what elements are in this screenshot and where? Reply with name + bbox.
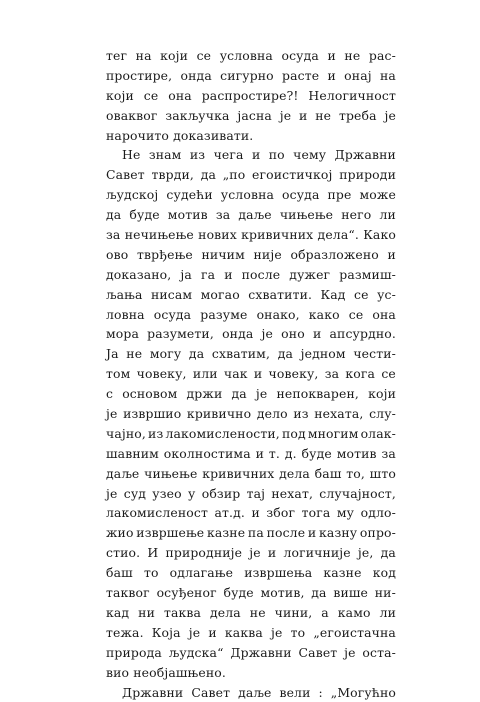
word: камо	[338, 603, 371, 623]
word: је	[249, 543, 260, 563]
word: је	[385, 106, 396, 126]
word: природи	[339, 165, 396, 185]
word: је	[106, 484, 117, 504]
word: извршења	[244, 563, 312, 583]
word: ово	[106, 245, 128, 265]
word: она	[372, 305, 396, 325]
word: што	[370, 464, 396, 484]
word: казне	[207, 523, 245, 543]
word: узео	[152, 484, 181, 504]
word: логичније	[283, 543, 350, 563]
word: апсурдно.	[330, 324, 396, 344]
word: него	[341, 205, 371, 225]
word: због	[266, 503, 295, 523]
word: сигурно	[220, 66, 274, 86]
word: судећи	[166, 185, 212, 205]
word: казне	[323, 563, 361, 583]
word: или	[193, 364, 218, 384]
word: може	[360, 185, 396, 205]
word: му	[337, 503, 354, 523]
word: дело	[257, 404, 288, 424]
text-line: нарочито доказивати.	[106, 126, 396, 146]
word: чињење	[144, 464, 197, 484]
word: који	[106, 86, 134, 106]
word: чак	[224, 364, 248, 384]
word: кривичних	[241, 225, 313, 245]
word: а	[321, 603, 329, 623]
word: Нелогичност	[308, 86, 396, 106]
word: Како	[363, 225, 396, 245]
word: и	[251, 503, 259, 523]
text-line	[106, 165, 396, 185]
text-line	[106, 185, 396, 205]
word: на	[136, 46, 152, 66]
word: тврди,	[151, 165, 194, 185]
word: чајно,	[106, 424, 146, 444]
word: који	[160, 46, 188, 66]
word: је,	[358, 543, 374, 563]
word: таквог	[106, 583, 150, 603]
word: не	[344, 46, 360, 66]
word: нисам	[151, 285, 192, 305]
word: и	[252, 145, 260, 165]
word: га	[201, 265, 215, 285]
text-line	[106, 424, 396, 444]
text-line	[106, 285, 396, 305]
word: знам	[149, 145, 182, 165]
word: мотив	[168, 205, 208, 225]
word: обзир	[202, 484, 241, 504]
text-line	[106, 683, 396, 702]
word: који	[368, 384, 396, 404]
word: треба	[339, 106, 377, 126]
word: осуда	[281, 46, 318, 66]
word: оваквог	[106, 106, 158, 126]
word: то	[291, 623, 306, 643]
word: суд	[124, 484, 146, 504]
text-line	[106, 145, 396, 165]
word: извршење	[136, 523, 204, 543]
text-line	[106, 225, 396, 245]
word: дела	[210, 603, 241, 623]
word: пре	[328, 185, 352, 205]
word: у	[188, 484, 195, 504]
word: је	[256, 384, 267, 404]
word: даље	[238, 683, 271, 702]
word: стио.	[106, 543, 140, 563]
text-line	[106, 563, 396, 583]
word: то	[144, 563, 159, 583]
word: не	[315, 106, 331, 126]
word: ловна	[106, 305, 145, 325]
word: схватити.	[248, 285, 312, 305]
word: осуда	[282, 185, 319, 205]
word: одло-	[361, 503, 396, 523]
word: Државни	[335, 145, 396, 165]
word: кривично	[187, 404, 251, 424]
text-line	[106, 603, 396, 623]
word: и	[328, 66, 336, 86]
word: тврђење	[137, 245, 193, 265]
word: ни	[138, 603, 155, 623]
word: лакомислености,	[165, 424, 279, 444]
word: нехата,	[314, 404, 363, 424]
word: да	[381, 543, 396, 563]
word: па	[248, 523, 264, 543]
word: буде	[129, 205, 159, 225]
word: човеку,	[269, 364, 319, 384]
word: и	[308, 523, 316, 543]
word: и	[313, 324, 321, 344]
word: даље	[238, 205, 271, 225]
word: људској	[106, 185, 158, 205]
word: из	[148, 424, 163, 444]
text-line	[106, 265, 396, 285]
word: ја	[180, 265, 192, 285]
text-line	[106, 205, 396, 225]
word: је	[189, 623, 200, 643]
word: д.	[285, 444, 297, 464]
word: рас-	[369, 46, 396, 66]
word: да	[278, 344, 293, 364]
word: „Могућно	[331, 683, 396, 702]
word: не	[126, 344, 142, 364]
word: доказано,	[106, 265, 171, 285]
text-line	[106, 404, 396, 424]
word: на	[380, 66, 396, 86]
word: вели	[279, 683, 310, 702]
word: кад	[106, 603, 129, 623]
word: т.	[269, 444, 280, 464]
text-line	[106, 324, 396, 344]
word: јасна	[237, 106, 272, 126]
word: разуме	[200, 305, 247, 325]
word: закључка	[165, 106, 229, 126]
word: тај	[247, 484, 266, 504]
word: шавним	[106, 444, 159, 464]
word: да	[231, 384, 246, 404]
word: и	[208, 623, 216, 643]
word: после	[267, 523, 306, 543]
word: се	[144, 86, 159, 106]
word: даље	[106, 464, 139, 484]
word: баш	[106, 563, 133, 583]
word: могао	[201, 285, 240, 305]
word: ли	[379, 205, 395, 225]
word: размиш-	[339, 265, 396, 285]
word: и	[327, 46, 335, 66]
text-line	[106, 543, 396, 563]
word: чини,	[275, 603, 313, 623]
word: оно	[281, 324, 305, 344]
text-line	[106, 464, 396, 484]
word: ничим	[202, 245, 245, 265]
word: код	[373, 563, 396, 583]
word: том	[106, 364, 130, 384]
word: простире,	[106, 66, 172, 86]
word: за	[325, 364, 339, 384]
text-line	[106, 46, 396, 66]
word: више	[333, 583, 368, 603]
word: разумети,	[147, 324, 214, 344]
word: чега	[214, 145, 244, 165]
word: она	[168, 86, 192, 106]
word: ни-	[375, 583, 396, 603]
word: нехат,	[271, 484, 313, 504]
word: по	[269, 145, 285, 165]
text-line	[106, 66, 396, 86]
word: Савет	[106, 165, 145, 185]
word: ат.д.	[214, 503, 245, 523]
text-line	[106, 245, 396, 265]
word: из	[293, 404, 308, 424]
word: онда	[222, 324, 253, 344]
word: условна	[221, 185, 274, 205]
word: основом	[122, 384, 177, 404]
word: чему	[293, 145, 326, 165]
word: расте	[282, 66, 319, 86]
word: случајност,	[319, 484, 396, 504]
word: се	[381, 364, 396, 384]
word: држи	[187, 384, 223, 404]
word: лакомисленост	[106, 503, 208, 523]
word: буде	[302, 444, 332, 464]
text-line: вио необјашњено.	[106, 663, 396, 683]
word: Савет	[191, 683, 230, 702]
word: мотив,	[261, 583, 305, 603]
word: да	[106, 205, 121, 225]
word: да	[201, 165, 216, 185]
text-line	[106, 384, 396, 404]
word: људска“	[169, 643, 224, 663]
text-line	[106, 643, 396, 663]
word: кривичних	[202, 464, 274, 484]
text-line	[106, 523, 396, 543]
text-line	[106, 583, 396, 603]
word: олак-	[361, 424, 396, 444]
word: И	[147, 543, 158, 563]
word: нових	[198, 225, 237, 245]
word: под	[282, 424, 306, 444]
text-line	[106, 305, 396, 325]
word: чињење	[280, 205, 333, 225]
word: и	[299, 106, 307, 126]
text-line	[106, 106, 396, 126]
word: казну	[319, 523, 357, 543]
word: опро-	[360, 523, 396, 543]
word: није	[254, 245, 282, 265]
word: распростире?!	[202, 86, 299, 106]
word: је	[262, 324, 273, 344]
text-line	[106, 444, 396, 464]
word: с	[106, 384, 113, 404]
word: дела	[279, 464, 310, 484]
word: Државни	[230, 643, 291, 663]
word: :	[318, 683, 322, 702]
word: не	[250, 603, 266, 623]
word: природније	[165, 543, 242, 563]
word: ус-	[377, 285, 396, 305]
word: то,	[346, 464, 365, 484]
word: природа	[106, 643, 162, 663]
word: могу	[150, 344, 181, 364]
word: онда	[181, 66, 212, 86]
word: Ја	[106, 344, 119, 364]
word: тег	[106, 46, 127, 66]
word: је	[106, 404, 117, 424]
body-text	[106, 46, 396, 702]
word: осуђеног	[157, 583, 217, 603]
word: једном	[301, 344, 346, 364]
word: тога	[302, 503, 331, 523]
word: схватим,	[212, 344, 270, 364]
word: образложено	[290, 245, 378, 265]
word: је	[344, 643, 355, 663]
word: „егоистачна	[313, 623, 396, 643]
word: одлагање	[170, 563, 233, 583]
word: и	[268, 543, 276, 563]
word: да	[189, 344, 204, 364]
word: Која	[152, 623, 181, 643]
word: Државни	[122, 683, 183, 702]
word: каква	[225, 623, 263, 643]
text-line	[106, 503, 396, 523]
word: ли	[380, 603, 396, 623]
word: таква	[164, 603, 201, 623]
word: Кад	[321, 285, 346, 305]
word: се	[197, 46, 212, 66]
word: се	[349, 305, 364, 325]
word: „по	[223, 165, 246, 185]
word: дела“.	[318, 225, 359, 245]
word: буде	[223, 583, 253, 603]
word: како	[309, 305, 340, 325]
word: се	[354, 285, 369, 305]
word: је	[280, 106, 291, 126]
word: мора	[106, 324, 139, 344]
word: кога	[345, 364, 375, 384]
word: оста-	[362, 643, 396, 663]
word: тежа.	[106, 623, 144, 643]
word: из	[190, 145, 205, 165]
word: околностима	[164, 444, 251, 464]
word: Савет	[299, 643, 338, 663]
word: и	[254, 364, 262, 384]
word: да	[311, 583, 326, 603]
word: Не	[122, 145, 140, 165]
text-line	[106, 623, 396, 643]
word: чести-	[353, 344, 396, 364]
word: за	[216, 205, 230, 225]
word: после	[242, 265, 281, 285]
word: и	[388, 245, 396, 265]
word: љања	[106, 285, 142, 305]
word: нечињење	[125, 225, 194, 245]
word: човеку,	[137, 364, 187, 384]
word: онако,	[257, 305, 300, 325]
text-line	[106, 484, 396, 504]
word: многим	[308, 424, 359, 444]
word: онај	[344, 66, 372, 86]
word: слу-	[369, 404, 396, 424]
word: жио	[106, 523, 134, 543]
word: дужег	[289, 265, 330, 285]
text-line	[106, 364, 396, 384]
word: непокварен,	[276, 384, 359, 404]
word: је	[271, 623, 282, 643]
word: условна	[220, 46, 273, 66]
word: егоистичкој	[252, 165, 332, 185]
word: и	[256, 444, 264, 464]
word: за	[106, 225, 120, 245]
word: за	[381, 444, 395, 464]
word: и	[224, 265, 232, 285]
text-line	[106, 86, 396, 106]
word: извршио	[123, 404, 181, 424]
word: осуда	[154, 305, 191, 325]
text-line	[106, 344, 396, 364]
word: мотив	[337, 444, 377, 464]
word: баш	[315, 464, 342, 484]
